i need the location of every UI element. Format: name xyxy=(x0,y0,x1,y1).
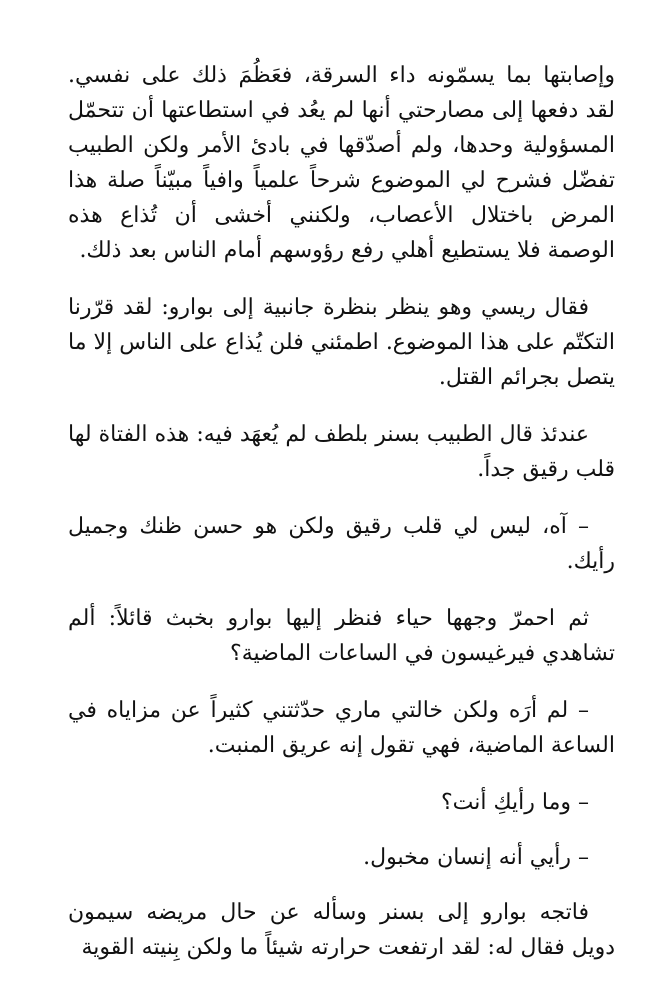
paragraph-1: وإصابتها بما يسمّونه داء السرقة، فعَظُمَ ذلك على نفسي. لقد دفعها إلى مصارحتي أنها لم يعُد في استطاعتها أن تتحمّل المسؤولية وحدها، ولم أصدّقها في بادئ الأمر ولكن الطبيب تفضّل فشرح لي الموضوع شرحاً علمياً وافياً مبيّناً صلة هذا المرض باختلال الأعصاب، ولكنني أخشى أن تُذاع هذه الوصمة فلا يستطيع أهلي رفع رؤوسهم أمام الناس بعد ذلك. xyxy=(68,63,615,263)
paragraph-2: فقال ريسي وهو ينظر بنظرة جانبية إلى بوارو: لقد قرّرنا التكتّم على هذا الموضوع. اطمئني فلن يُذاع على الناس إلا ما يتصل بجرائم القتل. xyxy=(68,295,615,390)
paragraph-3: عندئذ قال الطبيب بسنر بلطف لم يُعهَد فيه: هذه الفتاة لها قلب رقيق جداً. xyxy=(68,422,615,482)
dialogue-line-3: – وما رأيكِ أنت؟ xyxy=(440,790,589,815)
paragraph-5: فاتجه بوارو إلى بسنر وسأله عن حال مريضه سيمون دويل فقال له: لقد ارتفعت حرارته شيئاً ما ولكن بِنيته القوية xyxy=(68,900,615,960)
dialogue-line-1: – آه، ليس لي قلب رقيق ولكن هو حسن ظنك وجميل رأيك. xyxy=(68,514,615,574)
paragraph-4: ثم احمرّ وجهها حياء فنظر إليها بوارو بخبث قائلاً: ألم تشاهدي فيرغيسون في الساعات الماضية؟ xyxy=(68,606,615,666)
dialogue-line-4: – رأيي أنه إنسان مخبول. xyxy=(363,845,589,870)
dialogue-line-2: – لم أرَه ولكن خالتي ماري حدّثتني كثيراً عن مزاياه في الساعة الماضية، فهي تقول إنه عريق المنبت. xyxy=(68,698,615,758)
